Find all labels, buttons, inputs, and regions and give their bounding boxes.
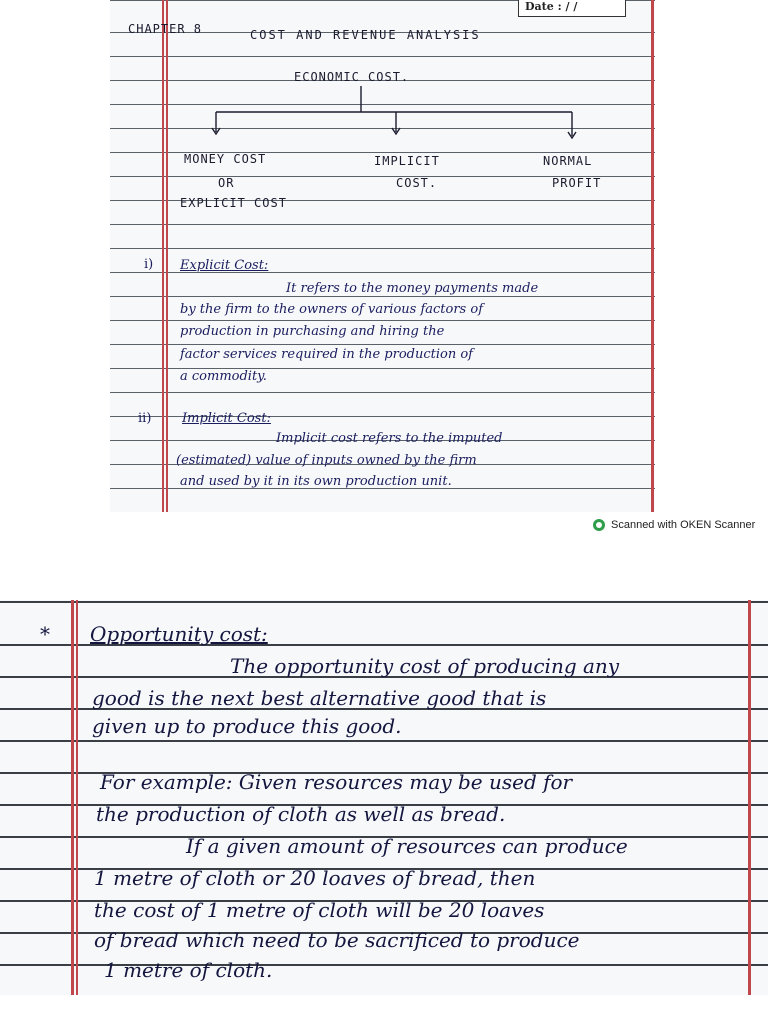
bullet-star: * (40, 622, 50, 646)
branch-cost: COST. (396, 176, 438, 190)
branch-money-cost: MONEY COST (184, 152, 267, 166)
text-line: It refers to the money payments made (286, 281, 539, 296)
text-line: Implicit cost refers to the imputed (276, 431, 503, 446)
text-line: given up to produce this good. (92, 714, 402, 738)
section-number: i) (144, 257, 154, 272)
diagram-root: ECONOMIC COST. (294, 70, 410, 84)
branch-implicit: IMPLICIT (374, 154, 440, 168)
text-line: If a given amount of resources can produce (186, 834, 628, 858)
text-line: 1 metre of cloth. (104, 958, 273, 982)
text-line: and used by it in its own production unit. (180, 474, 452, 489)
text-line: factor services required in the production of (180, 347, 473, 362)
section-heading: Opportunity cost: (90, 622, 268, 646)
text-line: production in purchasing and hiring the (180, 324, 445, 339)
section-number: ii) (138, 411, 152, 426)
margin-line (71, 600, 74, 995)
branch-explicit-cost: EXPLICIT COST (180, 196, 287, 210)
notebook-page-1 (110, 0, 655, 512)
scanner-text: Scanned with OKEN Scanner (611, 519, 756, 531)
chapter-title: COST AND REVENUE ANALYSIS (250, 28, 481, 42)
branch-normal: NORMAL (543, 154, 593, 168)
diagram-connectors (110, 0, 655, 200)
scanner-logo-icon (592, 518, 606, 532)
text-line: of bread which need to be sacrificed to produce (94, 928, 580, 952)
notebook-page-2 (0, 600, 768, 995)
scanner-watermark (592, 518, 755, 532)
text-line: good is the next best alternative good that is (92, 686, 547, 710)
text-line: a commodity. (180, 369, 267, 384)
text-line: the production of cloth as well as bread. (96, 802, 506, 826)
text-line: (estimated) value of inputs owned by the firm (176, 453, 477, 468)
section-heading: Implicit Cost: (182, 411, 271, 426)
text-line: The opportunity cost of producing any (230, 654, 620, 678)
right-margin-line (748, 600, 751, 995)
branch-profit: PROFIT (552, 176, 602, 190)
text-line: 1 metre of cloth or 20 loaves of bread, then (94, 866, 536, 890)
section-heading: Explicit Cost: (180, 258, 269, 273)
date-box: Date : / / (518, 0, 626, 17)
text-line: the cost of 1 metre of cloth will be 20 loaves (94, 898, 545, 922)
branch-or: OR (218, 176, 235, 190)
text-line: by the firm to the owners of various factors of (180, 302, 483, 317)
margin-line (76, 600, 78, 995)
text-line: For example: Given resources may be used for (100, 770, 573, 794)
chapter-label: CHAPTER 8 (128, 22, 203, 36)
